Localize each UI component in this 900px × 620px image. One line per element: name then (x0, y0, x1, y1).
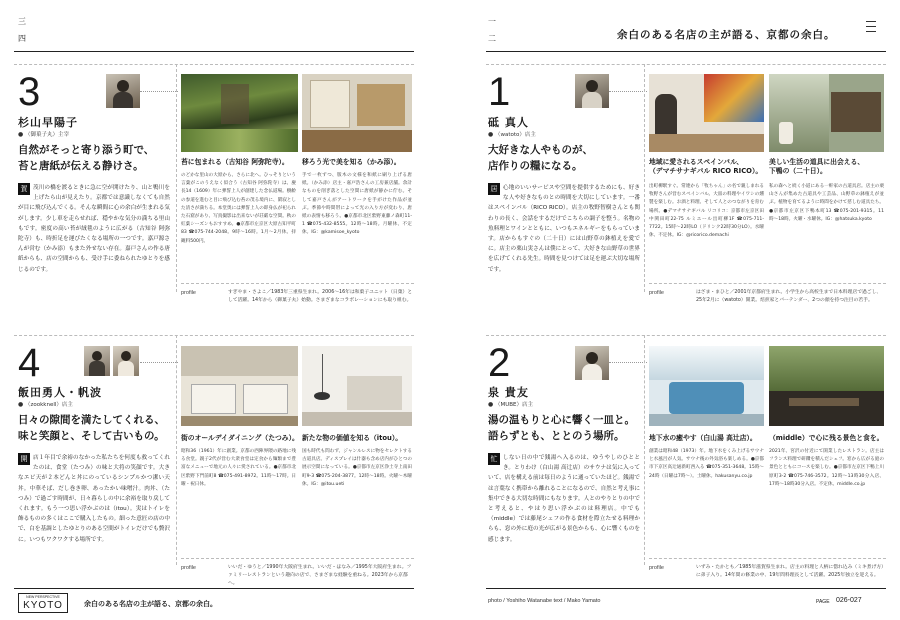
avatar (84, 346, 110, 376)
person-name: 杉山早陽子 (18, 116, 78, 129)
profile-label: profile (181, 565, 196, 571)
drop-cap: 賀 (18, 183, 30, 195)
footer-title: 余白のある名店の主が語る、京都の余白。 (84, 600, 217, 608)
lead-text: 自然がそっと寄り添う町で、 苔と唐紙が伝える静けさ。 (18, 144, 155, 172)
avatar (113, 346, 139, 376)
profile-divider (181, 558, 414, 559)
photo-description: 国も時代も問わず、ジャンルレスに物をセレクトする古道具店。ディスプレイは什器も含め店内がひとつの展示空間になっている。●京都市左京区浄土寺上南田町9-3 ☎075-204-3877。12時〜18時。火曜〜木曜休。IG：@itou.ueti (302, 449, 412, 487)
kyoto-logo: NEW PERSPECTIVE KYOTO (18, 593, 68, 613)
photo-middle-restaurant (769, 346, 884, 426)
shop-name: ● （御菓子丸）主宰 (18, 131, 70, 138)
body-text: 開 店１年目で余裕のなかった私たちを何度も救ってくれたのは、食堂（たつみ）の味と大将の笑顔です。大きなエビ天が２本どんと丼にのっているシンプルかつ潔い天丼。中華そば、だし巻き卵、あったかい味噌汁。肉丼、（たつみ）で過ごす時間が、日々暮らしの中に余裕を取り戻してくれます。もう一つ思い浮かぶのは（itou）。実はトイレを飾るものの多くはここで購入したもの。細った意匠の店の中で、白を基調としたゆとりのある空間がトイレだけでも贅沢に。いつもワクワクする場所です。 (18, 455, 170, 543)
photo-tatsumi-diner (181, 346, 298, 426)
photo-description: のどかな里山の大原から、さらに北へ。ひっそりという言葉がこのうえなく似合う（古知谷 阿弥陀寺）は、慶長14（1609）年に弾誓上人が創建した念仏道場。樹齢の参道を進むと目に飛び込む苔の茂る境内に、閑寂とした清さが満ちる。本堂奥には弾誓上人の即身仏が祀られた石窟があり、写真撮影は出来ないが荘厳な空間。秋の紅葉シーズンもおすすめ。●京都市左京区大原古知平町83 ☎075-744-2048。9時〜16時。1月〜2月休。拝観料500円。 (181, 173, 296, 244)
body-text: 居 心地のいいサービスや空間を提供するためにも、好きな人や好きなものとの時間を大切にしています。一番はスペインバル（RICO RICO）。店主の牧野智樹さんとも関わりの長く、会話をするだけでこちらの調子を整う。名物の魚料理とワインとともに、いつもエネルギーをもらっています。店からもすぐの（二十日）には山野草の鉢植えを愛でに。店主の栗山実さんは僕にとって、大好きな山野草の世界を広げてくれる先生。時間を見つけては足を運ぶ大切な場所です。 (488, 185, 640, 273)
drop-cap: 忙 (488, 453, 500, 465)
avatar (575, 74, 609, 108)
photo-credit: photo / Yoshiho Watanabe text / Mako Yamato (488, 598, 601, 604)
photo-kamisoe-shop (302, 74, 412, 152)
profile-divider (181, 283, 414, 284)
connector-line (609, 362, 647, 363)
entry-number: 4 (18, 341, 41, 385)
connector-line (140, 362, 178, 363)
entry-divider (486, 64, 886, 65)
page-label: PAGE (816, 599, 830, 605)
photo-itou-shop (302, 346, 412, 426)
shop-name: ● （zookknell）店主 (18, 401, 73, 408)
profile-label: profile (649, 565, 664, 571)
connector-line (140, 91, 178, 92)
gutter-line (176, 64, 177, 292)
photo-description: 私の森へと続く小道にある一軒家の古道具店。店主の栗山さんが集めた古道具や工芸品、山野草の鉢植えが並ぶ。植物を育てるように時間をかけて慈しむ道具たち。●京都市左京区下鴨本町13 ☎075-201-9315。11時〜18時。火曜・水曜休。IG：@hatsuka.kyoto (769, 184, 884, 222)
right-page-kanji-bottom: 二 (488, 34, 496, 43)
photo-description: 出町柳駅すぐ。常連から「牧ちゃん」の名で親しまれる牧野さんが営むスペインバル。大皿の料理やイワシの燻製を楽しむ。お酒と料理、そして人とのつながりを育む場所。●デマチサナギバル リコリコ：京都市左京区田中関田町22-75 ルミエール出町柳1F ☎075-711-7722。15時〜22時LO（ドリンク22時30分LO）。水曜休、不定休。IG：@ricorico.demachi (649, 184, 764, 239)
lead-text: 大好きな人やものが、 店作りの糧になる。 (488, 144, 593, 172)
avatar (106, 74, 140, 108)
profile-label: profile (649, 290, 664, 296)
profile-divider (649, 283, 886, 284)
photo-description: 手で一枚ずつ、版木の文様を和紙に刷り上げる唐紙。（かみ添）店主・嘉戸浩さんの工房兼店舗。余計なものを削ぎ落とした空間に唐紙が静かに佇む。そして嘉戸さんがアートワークを手がけた作品が並ぶ。季節や時間帯によって光の入り方が変わり、唐紙の表情も移ろう。●京都市北区紫野東藤ノ森町11-1 ☎075-432-8555。12時〜18時。月曜休、不定休。IG：@kamisoe_kyoto (302, 173, 412, 236)
left-page-kanji-top: 三 (18, 17, 26, 26)
photo-hakusanyu-bath (649, 346, 764, 426)
profile-divider (649, 558, 886, 559)
entry-number: 2 (488, 341, 511, 385)
profile-text: いいだ・ゆうと／1990年大阪府生まれ。いいだ・ほなみ／1995年大阪府生まれ。ファミリーレストランという趣向の店で、さまざまな経験を重ねる。2023年から京都へ。 (228, 565, 412, 586)
shop-name: ● （watoto）店主 (488, 131, 536, 138)
right-page-kanji-top: 一 (488, 17, 496, 26)
shop-name: ● （MUBE）店主 (488, 401, 534, 408)
person-name: 泉 貴友 (488, 386, 529, 399)
lead-text: 日々の隙間を満たしてくれる、 味と笑顔と、そして古いもの。 (18, 414, 165, 442)
entry-number: 3 (18, 70, 41, 114)
footer-rule-left (14, 588, 414, 589)
lead-text: 湯の温もりと心に響く一皿と。 語らずとも、ととのう場所。 (488, 414, 635, 442)
entry-divider (14, 64, 414, 65)
page-numbers: 026-027 (836, 597, 862, 604)
entry-divider (486, 335, 886, 336)
photo-description: 創業は昭和48（1973）年。地下水をくみ上げるサウナと水風呂が人気。サウナ後の外気浴も楽しめる。●京都市下京区高辻通新町西入る ☎075-351-3648。15時〜24時（日曜は7時〜）。土曜休。hakusanyu.co.jp (649, 449, 764, 479)
footer-rule-right (486, 588, 886, 589)
left-page-kanji-bottom: 四 (18, 34, 26, 43)
profile-text: すぎやま・さよこ／1983年三重県生まれ。2006〜16年は和菓子ユニット（日菓）として活躍。14年から（御菓子丸）始動。さまざまなコラボレーションにも取り組む。 (228, 290, 413, 303)
photo-kochidani-temple (181, 74, 298, 152)
person-name: 砥 真人 (488, 116, 529, 129)
photo-caption: 地下水の癒やす（白山湯 高辻店）。 (649, 434, 757, 442)
entry-number: 1 (488, 70, 511, 114)
avatar (575, 346, 609, 380)
header-ornament-icon (866, 18, 876, 40)
photo-description: 2021年、宮沢の付近にて開業したレストラン。店主はフランス料理で研鑽を積んだシェフ。窓から広がる庭の景色とともにコースを楽しむ。●京都市左京区下鴨上川原町3-2 ☎075-746-3572。12時〜13時30分入店、17時〜18時30分入店。不定休。middle.co.jp (769, 449, 884, 487)
photo-caption: （middle）で心に残る景色と食を。 (769, 434, 884, 442)
profile-label: profile (181, 290, 196, 296)
photo-rico-rico-bar (649, 74, 764, 152)
gutter-line (176, 335, 177, 565)
profile-text: いずみ・たかとも／1985年滋賀県生まれ。店主の料理と人柄に惚れ込み（ミキ煮げ方）に弟子入り。14年間の修業の中、19年問料理長として活躍。2025年独立を迎える。 (696, 565, 886, 578)
photo-caption: 地域に愛されるスペインバル、 （デマチサナギバル RICO RICO）。 (649, 158, 763, 175)
drop-cap: 居 (488, 183, 500, 195)
person-name: 飯田勇人・帆波 (18, 386, 102, 399)
entry-divider (14, 335, 414, 336)
body-text: 賀 茂川の橋を渡るときに急に空が開けたり、山と鴨川を上げたら山が見えたり。京都では意識しなくても自然が目に飛び込んでくる。そんな瞬間に心の余白が生まれる気がします。少し車を走らせれば、穏やかな気分の満ちる里山もです。密度の高い苔が絨毯のように広がる（古知谷 阿弥陀寺）も、時折足を運びたくなる場所の一つです。嘉戸源さんが営む（かみ添）もまた外せない存在。嘉戸さんの作る唐紙からも、店の空間からも、受け手に委ねられたゆとりを感じるのです。 (18, 185, 170, 273)
photo-caption: 美しい生活の道具に出会える、 下鴨の（二十日）。 (769, 158, 865, 175)
header-rule-right (486, 51, 886, 52)
connector-line (609, 91, 647, 92)
photo-caption: 移ろう光で美を知る（かみ添）。 (302, 158, 401, 166)
profile-text: はざま・まひと／2001年京都府生まれ。小学生から高校生まで日本料理店で過ごし、25年2月に（watoto）開業。焙煎家とバーテンダー、2つの顔を持つ注目の若手。 (696, 290, 882, 303)
photo-caption: 苔に包まれる（古知谷 阿弥陀寺）。 (181, 158, 289, 166)
photo-caption: 新たな物の価値を知る（itou）。 (302, 434, 403, 442)
photo-hatsuka-shop (769, 74, 884, 152)
drop-cap: 開 (18, 453, 30, 465)
gutter-line (644, 335, 645, 565)
body-text: 忙 しない日の中で銭湯へ入るのは、ゆうやしのひととき。とりわけ（白山湯 高辻店）のサウナは気に入っていて、店を構える前は毎日のように通っていたほど。銭湯では言葉なく携帯から離れることになるので、自然と考え事に集中できる大切な時間にもなります。人とのやりとりの中でと考えると、やはり思い浮かぶのは料理店。中でも（middle）では藤尾シェフの作る食材を際立たせる料理からも、窓の外に庭の光が広がる景色からも、心に響くものを感じます。 (488, 455, 640, 543)
photo-caption: 街のオールデイダイニング（たつみ）。 (181, 434, 299, 442)
header-rule-left (14, 51, 414, 52)
header-title: 余白のある名店の主が語る、京都の余白。 (617, 29, 836, 41)
photo-description: 昭和36（1961）年に創業。京都の西陣界隈の路地に残る食堂。親子2代が営む大衆食堂は定食から麺類まで豊富なメニューで地元の人々に愛されている。●京都市北区紫野下門前町8 ☎075-491-8972。11時〜17時。日曜・祝日休。 (181, 449, 296, 487)
gutter-line (644, 64, 645, 292)
